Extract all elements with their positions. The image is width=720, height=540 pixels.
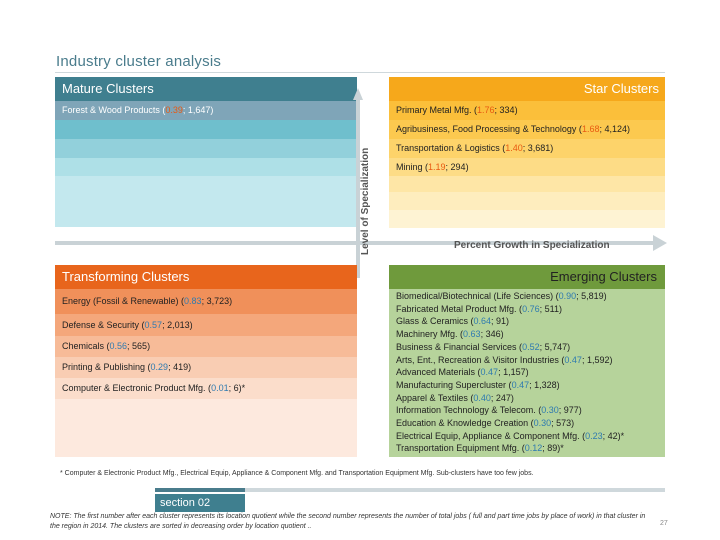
emerging-cluster-item [396,392,664,405]
cluster-name: Transportation Equipment Mfg. ( [396,443,525,454]
emerging-cluster-item [396,290,664,303]
cluster-name: Glass & Ceramics ( [396,316,474,327]
job-count: ; 1,328) [529,379,560,390]
star-cluster-row [389,139,665,158]
emerging-cluster-item [396,366,664,379]
location-quotient: 0.29 [150,362,169,372]
emerging-cluster-item [396,379,664,392]
job-count: ; 334) [494,105,518,115]
emerging-cluster-item [396,354,664,367]
location-quotient: 0.30 [533,418,552,429]
location-quotient: 0.12 [524,443,543,454]
cluster-name: Manufacturing Supercluster ( [396,379,512,390]
transforming-clusters-heading: Transforming Clusters [55,265,357,289]
emerging-cluster-item [396,417,664,430]
star-cluster-row [389,176,665,192]
job-count: ; 1,592) [581,354,613,365]
cluster-name: Arts, Ent., Recreation & Visitor Industries ( [396,354,565,365]
star-cluster-row [389,120,665,139]
cluster-name: Transportation & Logistics ( [396,143,506,153]
title-divider [55,72,665,73]
job-count: ; 419) [168,362,192,372]
section-label: section 02 [155,494,245,512]
cluster-name: Machinery Mfg. ( [396,329,464,340]
cluster-name: Computer & Electronic Product Mfg. ( [62,383,212,393]
job-count: ; 573) [551,418,575,429]
location-quotient: 0.23 [585,430,603,441]
location-quotient: 0.47 [480,367,499,378]
cluster-name: Energy (Fossil & Renewable) ( [62,296,185,306]
emerging-cluster-item [396,430,664,443]
location-quotient: 0.90 [558,291,577,301]
job-count: ; 1,157) [498,367,529,378]
transforming-cluster-row [55,399,357,457]
cluster-name: Agribusiness, Food Processing & Technology ( [396,124,582,134]
job-count: ; 346) [480,329,504,340]
star-cluster-row [389,210,665,228]
footnote: * Computer & Electronic Product Mfg., Electrical Equip, Appliance & Component Mfg. and Transportation Equipment Mfg. Sub-clusters have too few jobs. [60,470,534,477]
y-axis-label: Level of Specialization [360,147,371,255]
job-count: ; 3,681) [522,143,554,153]
job-count: ; 294) [445,162,469,172]
emerging-cluster-item [396,404,664,417]
cluster-name: Biomedical/Biotechnical (Life Sciences) ( [396,291,559,301]
location-quotient: 1.40 [505,143,523,153]
location-quotient: 0.40 [473,392,491,403]
mature-cluster-row [55,158,357,176]
cluster-name: Defense & Security ( [62,320,145,330]
page-number: 27 [660,520,668,527]
mature-cluster-row [55,101,357,120]
emerging-clusters-list [396,290,664,455]
page-title: Industry cluster analysis [56,53,222,70]
mature-cluster-row [55,139,357,158]
cluster-name: Mining ( [396,162,429,172]
x-axis-label: Percent Growth in Specialization [454,240,610,251]
cluster-name: Advanced Materials ( [396,367,481,378]
cluster-name: Printing & Publishing ( [62,362,151,372]
job-count: ; 511) [539,303,562,314]
mature-clusters-heading: Mature Clusters [55,77,357,101]
cluster-name: Forest & Wood Products ( [62,105,166,115]
transforming-cluster-row [55,314,357,336]
emerging-cluster-item [396,341,664,354]
location-quotient: 0.47 [511,379,530,390]
location-quotient: 0.64 [473,316,492,327]
job-count: ; 5,819) [576,291,607,301]
job-count: ; 1,647) [182,105,214,115]
location-quotient: 0.01 [211,383,229,393]
cluster-name: Electrical Equip, Appliance & Component Mfg. ( [396,430,586,441]
job-count: ; 89)* [542,443,564,454]
transforming-cluster-row [55,357,357,378]
job-count: ; 4,124) [599,124,630,134]
job-count: ; 5,747) [539,341,571,352]
star-cluster-row [389,192,665,210]
location-quotient: 0.39 [165,105,183,115]
location-quotient: 1.19 [428,162,446,172]
location-quotient: 0.30 [541,405,559,416]
emerging-cluster-item [396,442,664,455]
job-count: ; 3,723) [201,296,233,306]
transforming-cluster-row [55,378,357,399]
mature-cluster-row [55,120,357,139]
location-quotient: 1.68 [581,124,600,134]
cluster-name: Chemicals ( [62,341,110,351]
emerging-cluster-item [396,328,664,341]
cluster-name: Fabricated Metal Product Mfg. ( [396,303,523,314]
cluster-name: Education & Knowledge Creation ( [396,418,534,429]
transforming-cluster-row [55,336,357,357]
transforming-cluster-row [55,289,357,314]
location-quotient: 0.57 [144,320,163,330]
star-clusters-heading: Star Clusters [389,77,665,101]
location-quotient: 0.63 [463,329,481,340]
location-quotient: 1.76 [477,105,495,115]
job-count: ; 977) [558,405,582,416]
location-quotient: 0.76 [522,303,540,314]
job-count: ; 2,013) [162,320,193,330]
emerging-clusters-heading: Emerging Clusters [389,265,665,289]
cluster-name: Primary Metal Mfg. ( [396,105,478,115]
star-cluster-row [389,158,665,176]
job-count: ; 565) [127,341,151,351]
cluster-name: Information Technology & Telecom. ( [396,405,542,416]
cluster-name: Apparel & Textiles ( [396,392,474,403]
methodology-note: NOTE: The first number after each cluster represents its location quotient while the second number represents the number of total jobs ( full and part time jobs by place of work) in that cluster in the region in 2014. The clusters are sorted in decreasing order by location quotient .. [50,513,646,530]
star-cluster-row [389,101,665,120]
job-count: ; 247) [490,392,514,403]
emerging-cluster-item [396,315,664,328]
mature-cluster-row [55,176,357,227]
location-quotient: 0.47 [564,354,582,365]
job-count: ; 91) [491,316,510,327]
location-quotient: 0.83 [184,296,202,306]
location-quotient: 0.52 [522,341,540,352]
emerging-cluster-item [396,303,664,316]
job-count: ; 6)* [228,383,246,393]
section-progress-fill [155,488,245,492]
location-quotient: 0.56 [109,341,128,351]
job-count: ; 42)* [602,430,625,441]
cluster-name: Business & Financial Services ( [396,341,523,352]
